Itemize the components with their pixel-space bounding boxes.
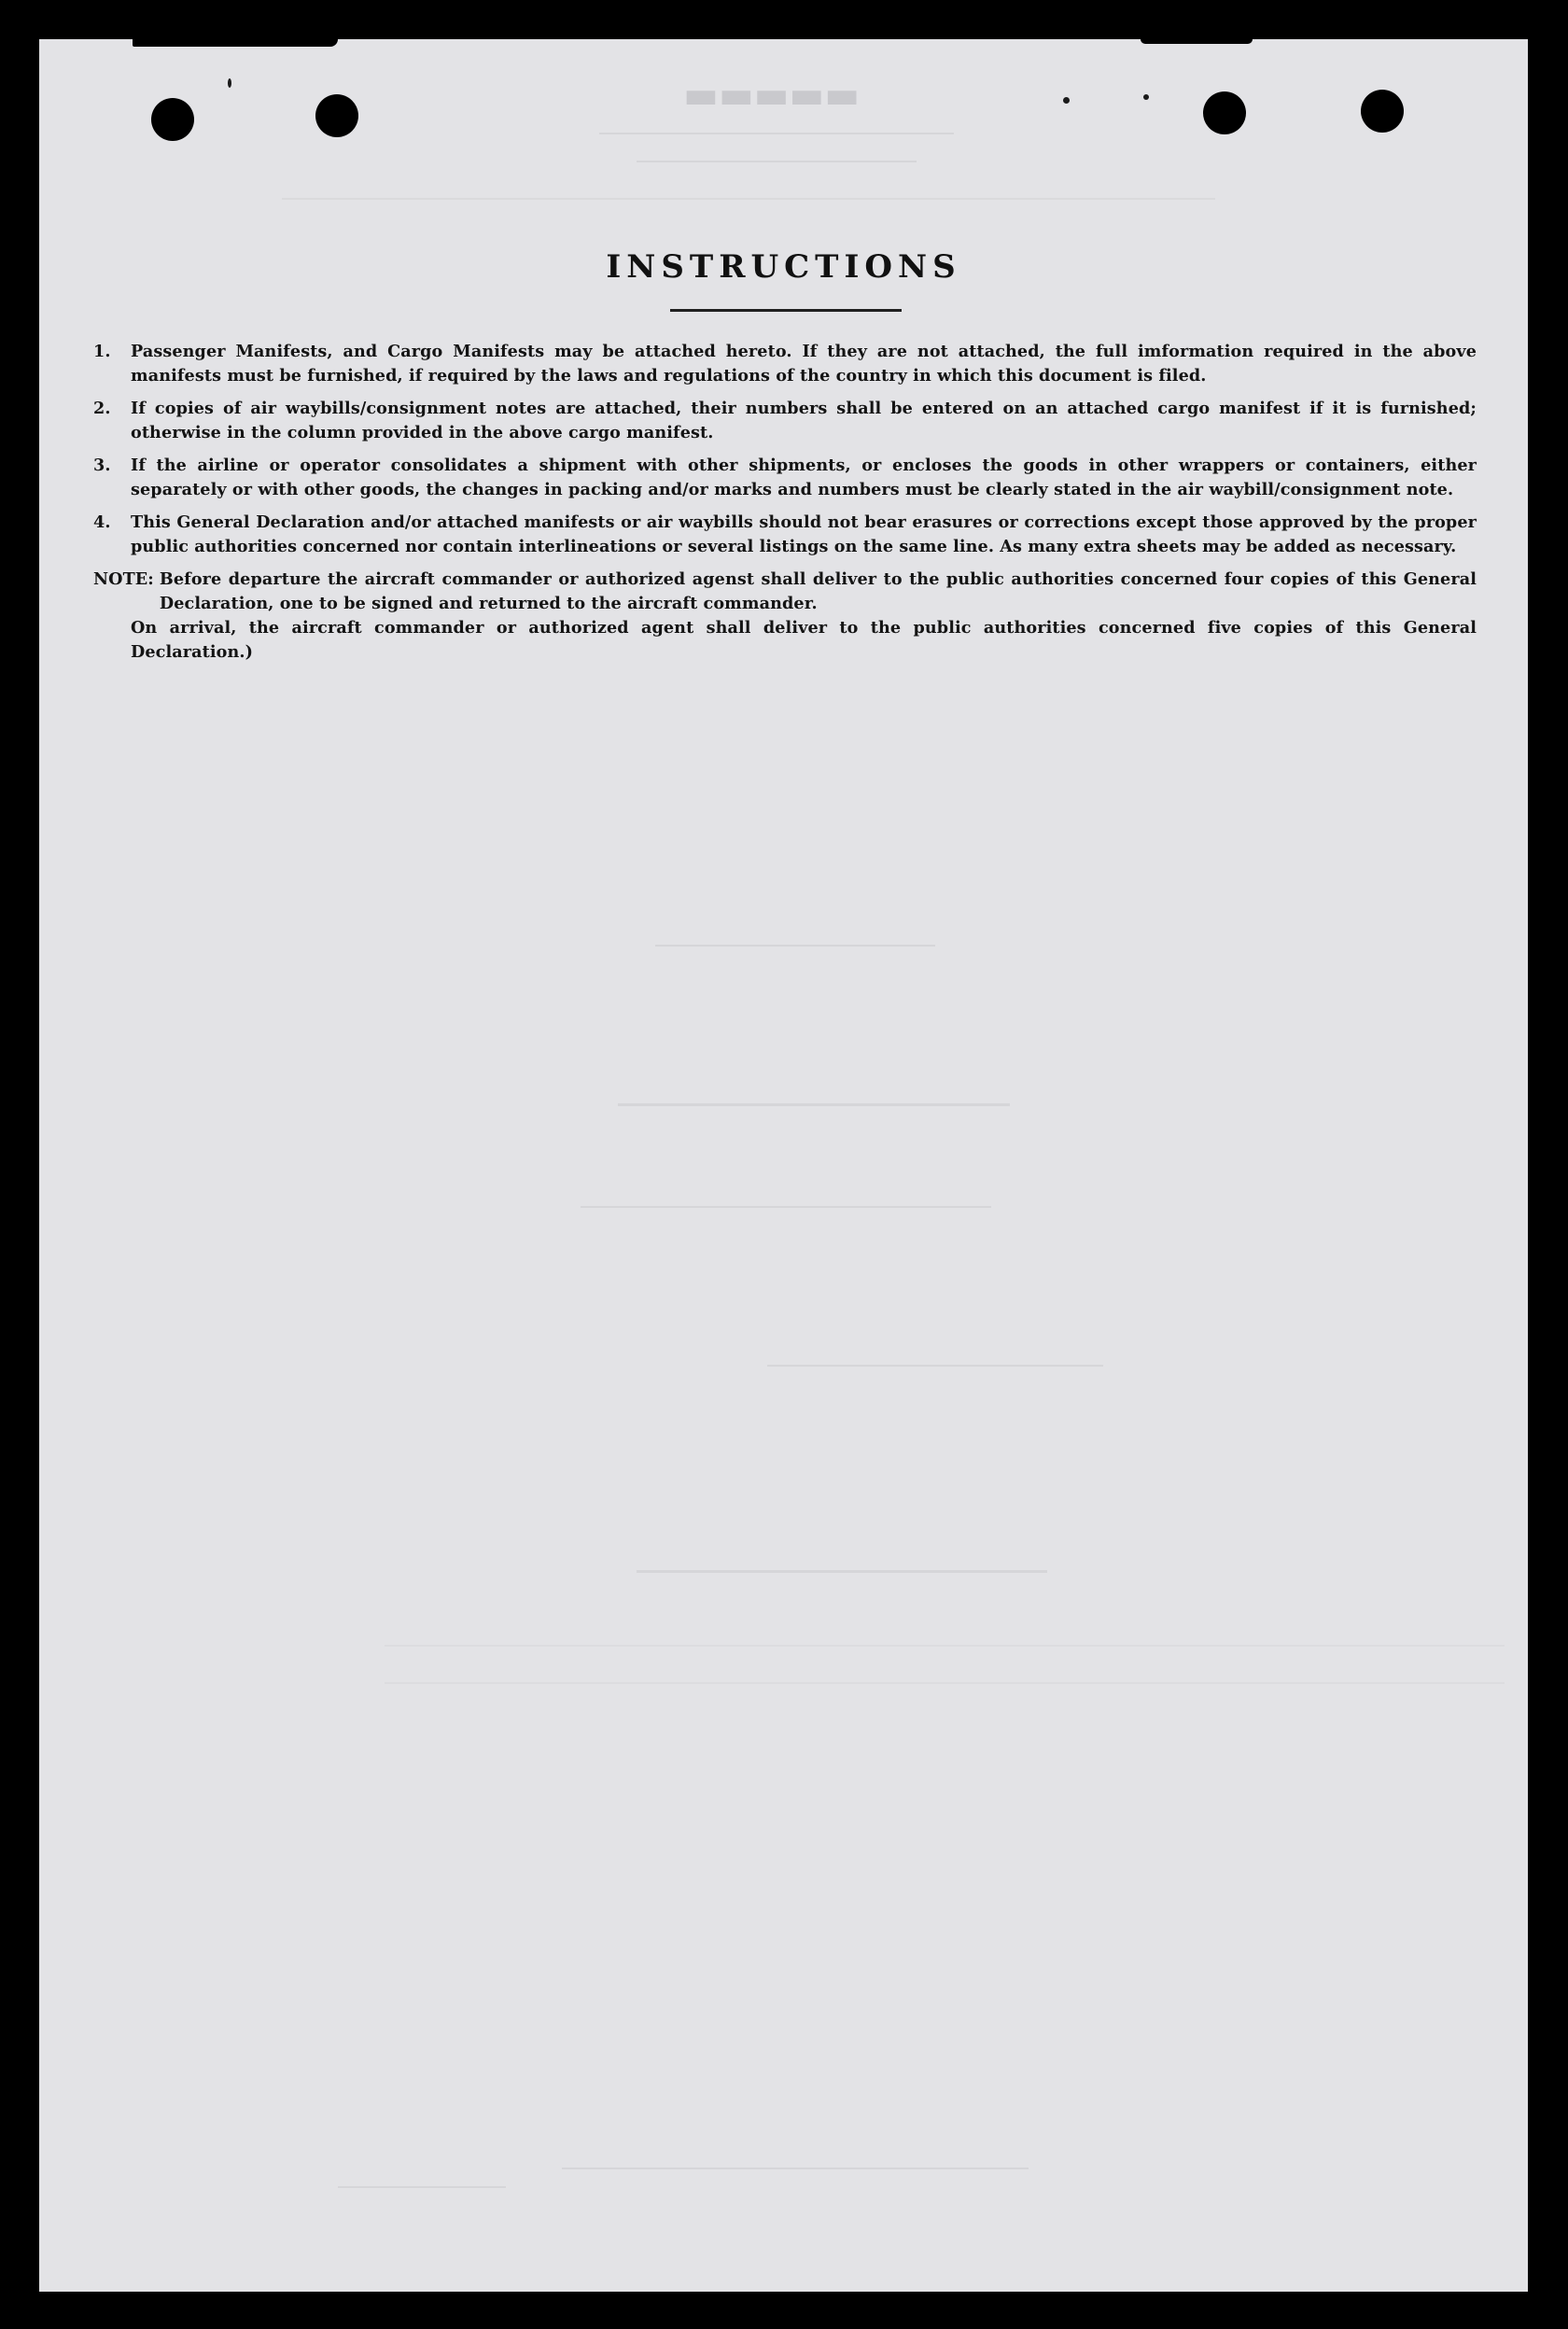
top-edge-tear-right — [1141, 39, 1253, 44]
note-text: Before departure the aircraft commander or authorized agenst shall deliver to the public authorities concerned four copies of this General Declaration, one to be signed and returned to the aircraft commander. — [159, 569, 1477, 613]
item-text: Passenger Manifests, and Cargo Manifests may be attached hereto. If they are not attached, the full imformation required in the above manifests must be furnished, if required by the laws and regulations of the country in which this document is filed. — [131, 342, 1477, 386]
bleed-through-line — [637, 161, 917, 162]
bleed-through-line — [637, 1570, 1047, 1573]
speck — [1063, 97, 1070, 104]
note-arrival-text: On arrival, the aircraft commander or authorized agent shall deliver to the public authorities concerned five copies of this General Declaration.) — [131, 618, 1477, 662]
page-title: INSTRUCTIONS — [606, 248, 961, 286]
punch-hole-left-2 — [315, 94, 358, 137]
note-label: NOTE: — [93, 569, 154, 589]
item-number: 1. — [93, 342, 111, 361]
punch-hole-right-2 — [1361, 90, 1404, 133]
item-text: If the airline or operator consolidates a shipment with other shipments, or encloses the goods in other wrappers or containers, either separately or with other goods, the changes in packing and/or marks and numbers must be clearly stated in the air waybill/consignment note. — [131, 456, 1477, 499]
bleed-through-line — [338, 2186, 506, 2188]
bleed-through-line — [581, 1206, 991, 1208]
note-block — [93, 568, 1477, 616]
list-item — [93, 454, 1477, 502]
item-text: If copies of air waybills/consignment notes are attached, their numbers shall be entered on an attached cargo manifest if it is furnished; otherwise in the column provided in the above cargo manifest. — [131, 399, 1477, 442]
punch-hole-right-1 — [1203, 91, 1246, 134]
bleed-through-line — [385, 1645, 1505, 1647]
speck — [1143, 94, 1149, 100]
item-number: 4. — [93, 512, 111, 532]
top-edge-tear — [133, 39, 338, 47]
bleed-through-line — [618, 1103, 1010, 1106]
title-underline — [670, 309, 902, 312]
bleed-through-line — [282, 198, 1215, 200]
bleed-through-line — [655, 945, 935, 947]
speck — [228, 78, 231, 88]
bleed-through-line — [385, 1682, 1505, 1684]
list-item — [93, 340, 1477, 388]
item-number: 2. — [93, 399, 111, 418]
item-number: 3. — [93, 456, 111, 475]
list-item — [93, 511, 1477, 559]
bleed-through-line — [599, 133, 954, 134]
bleed-through-line — [562, 2168, 1029, 2169]
list-item — [93, 397, 1477, 445]
item-text: This General Declaration and/or attached manifests or air waybills should not bear erasures or corrections except those approved by the proper public authorities concerned nor contain interlineations or several listings on the same line. As many extra sheets may be added as necessary. — [131, 512, 1477, 556]
instructions-list — [93, 340, 1477, 665]
bleed-through-heading: ▬▬▬▬▬ — [683, 73, 860, 117]
document-page — [39, 39, 1528, 2292]
bleed-through-line — [767, 1365, 1103, 1367]
punch-hole-left-1 — [151, 98, 194, 141]
